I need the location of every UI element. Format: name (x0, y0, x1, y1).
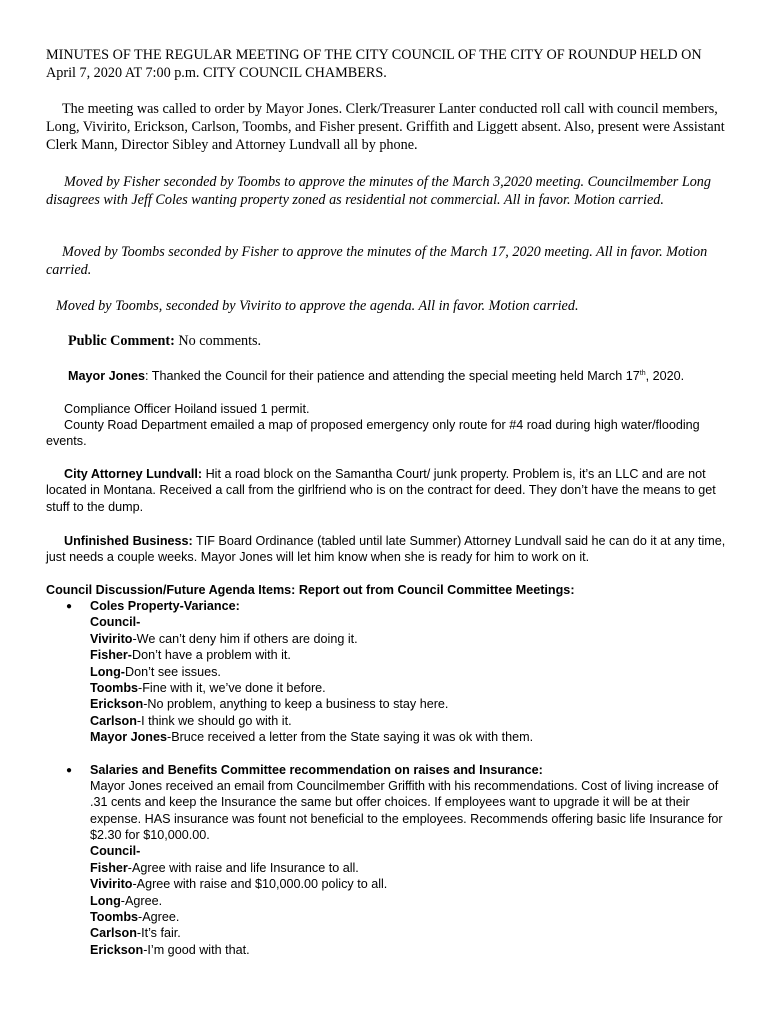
salaries-comment: Carlson-It’s fair. (90, 926, 181, 940)
salaries-comment: Long-Agree. (90, 894, 163, 908)
attorney-report-text: Hit a road block on the Samantha Court/ junk property. Problem is, it’s an LLC and are not located in Montana. Received a call from the girlfriend who is on the contract for deed. They don’t have the means to get stuff to the dump. (46, 467, 716, 514)
coles-comment: Carlson-I think we should go with it. (90, 714, 292, 728)
public-comment (46, 332, 726, 350)
salaries-comment: Toombs-Agree. (90, 910, 180, 924)
discussion-heading: Council Discussion/Future Agenda Items: Report out from Council Committee Meetings: (46, 583, 575, 597)
bullet-icon: ● (66, 601, 73, 612)
mayor-report-permit: Compliance Officer Hoiland issued 1 permit. (64, 402, 310, 416)
coles-comment: Erickson-No problem, anything to keep a business to stay here. (90, 697, 449, 711)
attorney-report (46, 466, 726, 515)
mayor-report-tail: , 2020. (645, 369, 685, 383)
coles-council-label: Council- (90, 615, 141, 629)
unfinished-business-label: Unfinished Business: (64, 534, 193, 548)
attorney-report-label: City Attorney Lundvall: (64, 467, 203, 481)
coles-comment: Fisher-Don’t have a problem with it. (90, 648, 291, 662)
salaries-comment: Vivirito-Agree with raise and $10,000.00 policy to all. (90, 877, 388, 891)
salaries-comment: Fisher-Agree with raise and life Insurance to all. (90, 861, 359, 875)
coles-comment: Vivirito-We can’t deny him if others are doing it. (90, 632, 358, 646)
salaries-comment: Erickson-I’m good with that. (90, 943, 250, 957)
unfinished-business-text: TIF Board Ordinance (tabled until late Summer) Attorney Lundvall said he can do it at any time, just needs a couple weeks. Mayor Jones will let him know when she is ready for him to work on it. (46, 534, 726, 565)
salaries-council-label: Council- (90, 844, 141, 858)
mayor-report-label: Mayor Jones (68, 369, 145, 383)
mayor-report-road: County Road Department emailed a map of proposed emergency only route for #4 road during high water/flooding events. (46, 418, 700, 449)
motion-minutes-march-3: Moved by Fisher seconded by Toombs to approve the minutes of the March 3,2020 meeting. Councilmember Long disagrees with Jeff Coles wanting property zoned as residential not commercial. All in favor. Motion carried. (46, 174, 711, 208)
unfinished-business (46, 533, 726, 566)
coles-comment: Mayor Jones-Bruce received a letter from the State saying it was ok with them. (90, 730, 534, 744)
mayor-report-sup: th (639, 370, 646, 377)
document-title: MINUTES OF THE REGULAR MEETING OF THE CITY COUNCIL OF THE CITY OF ROUNDUP HELD ON April 7, 2020 AT 7:00 p.m. CITY COUNCIL CHAMBERS. (46, 47, 702, 81)
coles-comment: Toombs-Fine with it, we’ve done it before. (90, 681, 326, 695)
coles-comment: Long-Don’t see issues. (90, 665, 221, 679)
salaries-body: Mayor Jones received an email from Councilmember Griffith with his recommendations. Cost of living increase of .31 cents and keep the Insurance the same but offer choices. If employees want to upgrade it will be at their expense. HAS insurance was fount not beneficial to the employees. Recommends offering basic life Insurance for $2.30 for $10,000.00. (90, 779, 723, 842)
public-comment-label: Public Comment: (68, 333, 175, 349)
public-comment-text: No comments. (174, 333, 262, 349)
opening-paragraph: The meeting was called to order by Mayor Jones. Clerk/Treasurer Lanter conducted roll call with council members, Long, Vivirito, Erickson, Carlson, Toombs, and Fisher present. Griffith and Liggett absent. Also, present were Assistant Clerk Mann, Director Sibley and Attorney Lundvall all by phone. (46, 101, 725, 153)
motion-minutes-march-17: Moved by Toombs seconded by Fisher to approve the minutes of the March 17, 2020 meeting. All in favor. Motion carried. (46, 244, 708, 278)
coles-title: Coles Property-Variance: (90, 599, 240, 613)
salaries-title: Salaries and Benefits Committee recommendation on raises and Insurance: (90, 763, 543, 777)
mayor-report (46, 368, 726, 384)
bullet-icon: ● (66, 765, 73, 776)
motion-agenda: Moved by Toombs, seconded by Vivirito to approve the agenda. All in favor. Motion carried. (56, 298, 579, 314)
mayor-report-text: : Thanked the Council for their patience and attending the special meeting held March 17 (145, 369, 640, 383)
